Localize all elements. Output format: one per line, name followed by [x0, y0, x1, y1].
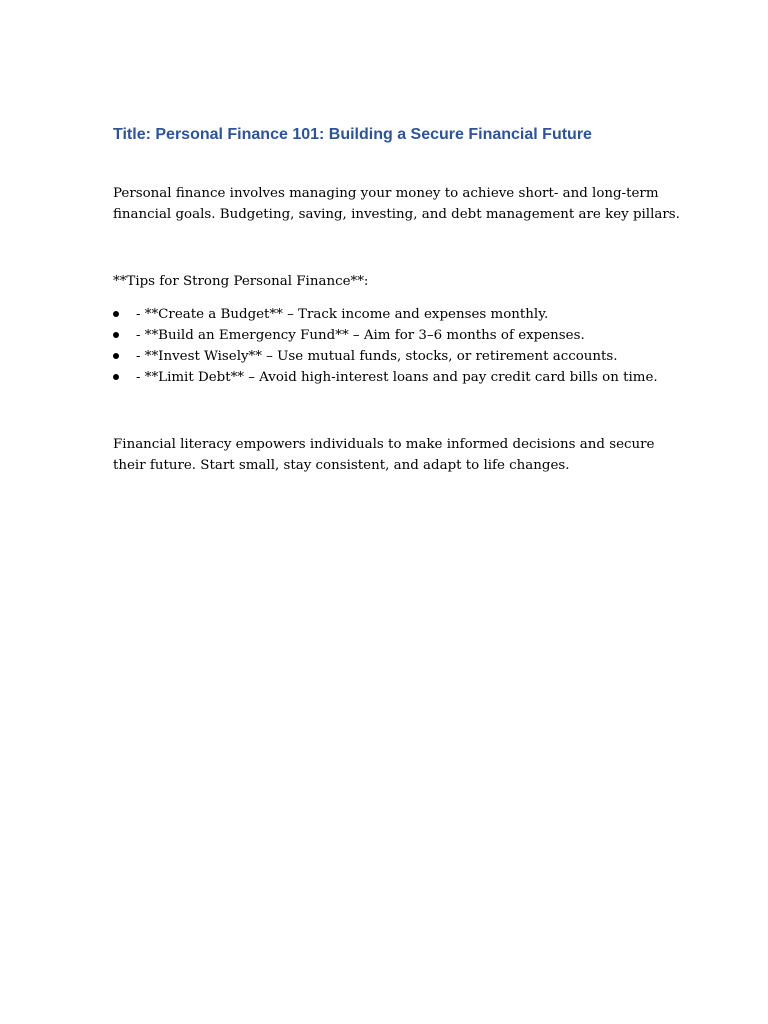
closing-line: Financial literacy empowers individuals to make informed decisions and secure [113, 437, 655, 452]
closing-line: their future. Start small, stay consistent, and adapt to life changes. [113, 458, 570, 473]
bullet-icon [113, 311, 119, 317]
intro-line: financial goals. Budgeting, saving, investing, and debt management are key pillars. [113, 207, 680, 222]
tips-list [113, 304, 658, 388]
document-body [113, 124, 680, 476]
list-item [113, 346, 658, 367]
tip-text: - **Build an Emergency Fund** – Aim for 3–6 months of expenses. [136, 328, 585, 343]
tips-heading: **Tips for Strong Personal Finance**: [113, 274, 369, 289]
intro-line: Personal finance involves managing your money to achieve short- and long-term [113, 186, 659, 201]
closing-paragraph [113, 434, 658, 476]
bullet-icon [113, 332, 119, 338]
bullet-icon [113, 353, 119, 359]
list-item [113, 304, 658, 325]
bullet-icon [113, 374, 119, 380]
intro-paragraph [113, 183, 680, 225]
tip-text: - **Limit Debt** – Avoid high-interest loans and pay credit card bills on time. [136, 370, 658, 385]
tip-text: - **Create a Budget** – Track income and expenses monthly. [136, 307, 549, 322]
tip-text: - **Invest Wisely** – Use mutual funds, stocks, or retirement accounts. [136, 349, 618, 364]
list-item [113, 367, 658, 388]
document-title: Title: Personal Finance 101: Building a Secure Financial Future [113, 126, 592, 143]
list-item [113, 325, 658, 346]
